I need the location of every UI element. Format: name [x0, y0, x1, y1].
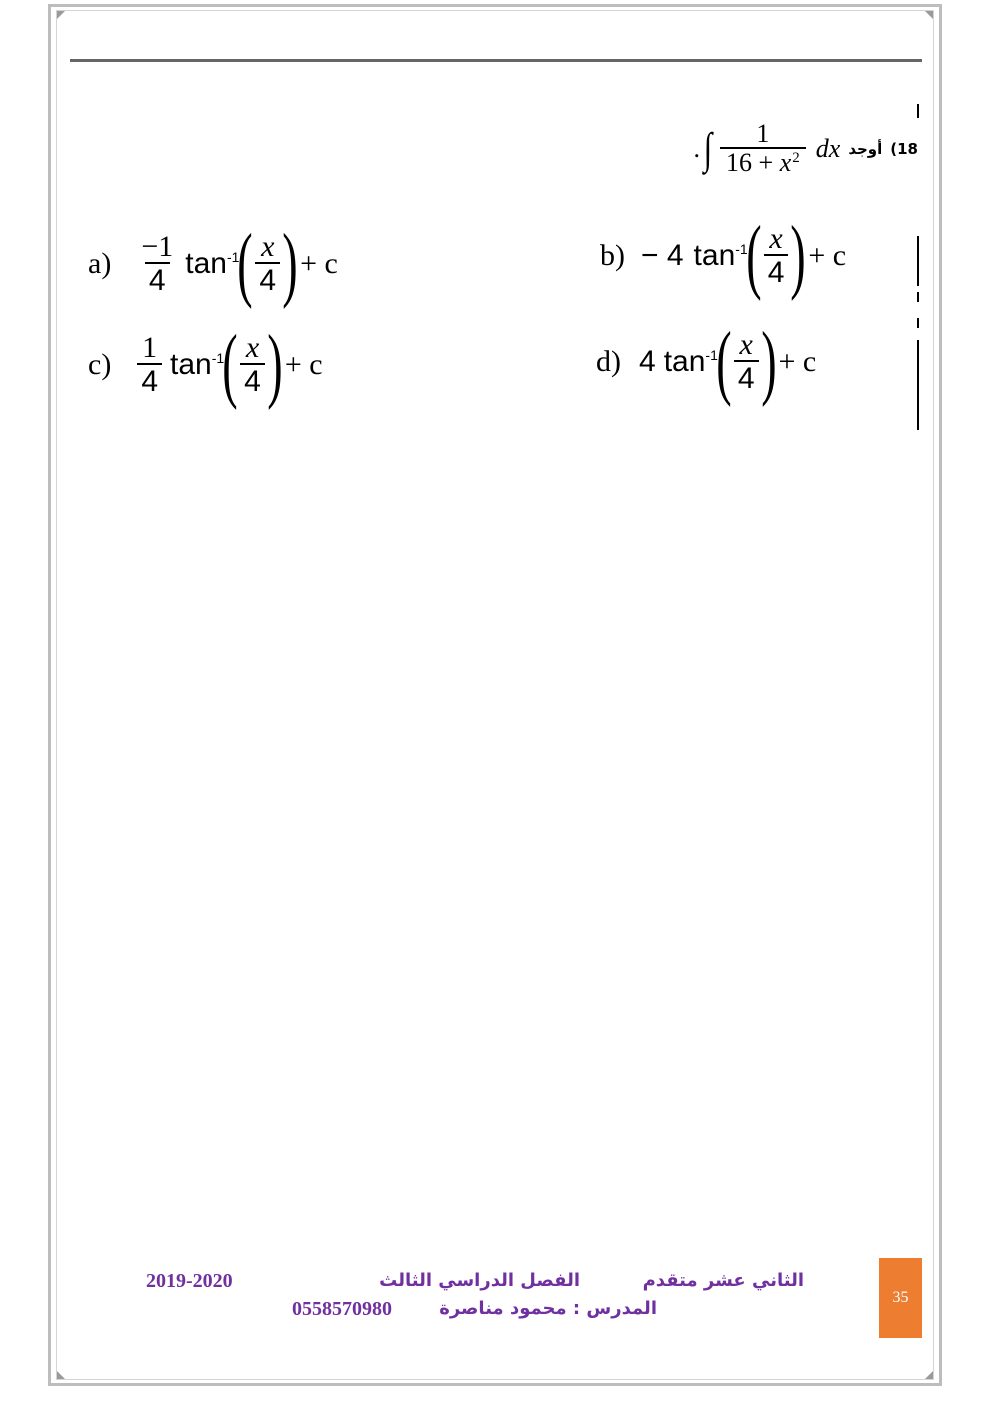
margin-mark — [917, 340, 919, 430]
constant: + c — [300, 247, 338, 280]
option-c[interactable] — [88, 318, 323, 411]
footer-teacher: المدرس : محمود مناصرة — [439, 1298, 657, 1319]
tan-function: $\tan^{-1}$ — [185, 247, 240, 280]
integrand-numerator: 1 — [756, 119, 770, 148]
question-18 — [693, 120, 918, 178]
argument-fraction: $\frac{x}{4}$ — [734, 329, 759, 396]
option-label: b) — [600, 239, 625, 272]
header-divider — [70, 59, 922, 62]
footer-phone: 0558570980 — [292, 1298, 392, 1320]
right-paren: ) — [790, 209, 807, 302]
right-paren: ) — [267, 318, 283, 411]
left-paren: ( — [222, 318, 238, 411]
constant: + c — [808, 239, 847, 272]
option-label: c) — [88, 348, 112, 381]
right-paren: ) — [760, 315, 777, 408]
corner-ornament-top-right — [925, 11, 933, 19]
constant: + c — [284, 348, 323, 381]
page-number-badge — [879, 1258, 922, 1338]
page-number: 35 — [892, 1289, 909, 1306]
integrand-denominator: $16 + x^2$ — [720, 147, 806, 178]
integral-sign: ∫ — [703, 123, 713, 173]
constant: + c — [778, 345, 817, 378]
coefficient: 4 — [639, 345, 656, 378]
margin-mark — [917, 104, 919, 118]
right-paren: ) — [282, 217, 298, 310]
coefficient-fraction: $\frac{-1}{4}$ — [141, 229, 174, 298]
left-paren: ( — [716, 315, 732, 408]
argument-fraction: $\frac{x}{4}$ — [764, 223, 789, 290]
margin-mark — [917, 236, 919, 286]
tan-function: $\tan^{-1}$ — [663, 345, 718, 378]
question-number: 18) — [890, 139, 918, 158]
footer-year: 2019-2020 — [146, 1270, 233, 1292]
argument-fraction: $\frac{x}{4}$ — [240, 332, 265, 399]
left-paren: ( — [746, 209, 762, 302]
footer-term: الفصل الدراسي الثالث — [379, 1270, 580, 1291]
option-label: d) — [596, 345, 621, 378]
footer-grade: الثاني عشر متقدم — [642, 1270, 804, 1291]
option-a[interactable] — [88, 217, 338, 310]
question-instruction: أوجد — [848, 139, 883, 158]
corner-ornament-bottom-right — [925, 1371, 933, 1379]
option-d[interactable] — [596, 315, 817, 408]
tan-function: $\tan^{-1}$ — [170, 348, 225, 381]
coefficient-fraction: $\frac{1}{4}$ — [137, 332, 162, 399]
argument-fraction: $\frac{x}{4}$ — [255, 231, 280, 298]
margin-mark — [917, 292, 919, 302]
option-b[interactable] — [600, 209, 847, 302]
corner-ornament-bottom-left — [57, 1371, 65, 1379]
left-paren: ( — [237, 217, 254, 310]
differential: dx — [815, 133, 841, 163]
corner-ornament-top-left — [57, 11, 65, 19]
option-label: a) — [88, 247, 112, 280]
integrand-fraction — [720, 120, 806, 178]
question-integral: . ∫ $\frac{1}{16 + x^2}$ dx — [693, 119, 841, 178]
coefficient: − 4 — [641, 239, 684, 272]
tan-function: $\tan^{-1}$ — [693, 239, 748, 272]
margin-mark — [917, 318, 919, 328]
